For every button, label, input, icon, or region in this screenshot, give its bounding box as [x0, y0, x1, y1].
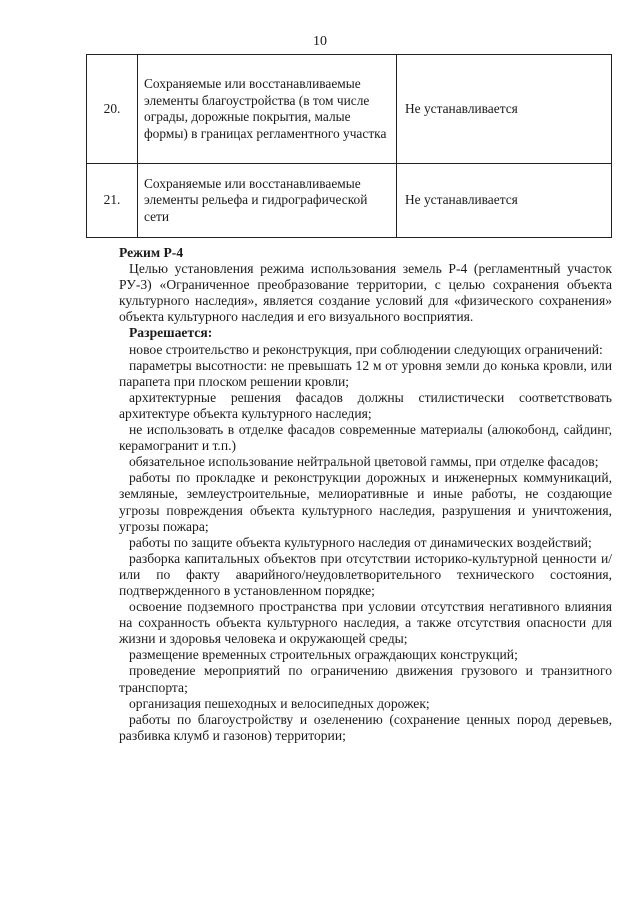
allowed-label: Разрешается:	[129, 325, 213, 341]
list-item: обязательное использование нейтральной цветовой гаммы, при отделке фасадов;	[129, 454, 599, 470]
row-value: Не устанавливается	[397, 55, 612, 164]
table-row	[87, 55, 612, 164]
regime-heading: Режим Р-4	[119, 245, 184, 260]
table-row	[87, 164, 612, 238]
list-item: проведение мероприятий по ограничению движения грузового и транзитного транспорта;	[119, 663, 612, 695]
page-number: 10	[313, 34, 327, 49]
row-element: Сохраняемые или восстанавливаемые элементы рельефа и гидрографической сети	[138, 164, 397, 238]
list-item: архитектурные решения фасадов должны стилистически соответствовать архитектуре объекта культурного наследия;	[119, 389, 612, 421]
regulation-table	[86, 54, 612, 238]
regime-intro: Целью установления режима использования земель Р-4 (регламентный участок РУ-3) «Ограниченное преобразование территории, с целью сохранения объекта культурного наследия», является создание условий для «физического сохранения» объекта культурного наследия и его визуального восприятия.	[119, 261, 612, 325]
list-item: организация пешеходных и велосипедных дорожек;	[129, 695, 430, 711]
list-item: размещение временных строительных ограждающих конструкций;	[129, 647, 518, 663]
regime-section	[119, 245, 612, 744]
list-item: разборка капитальных объектов при отсутствии историко-культурной ценности и/или по факту аварийного/неудовлетворительного технического состояния, подтвержденного в установленном порядке;	[119, 550, 612, 598]
row-number: 20.	[87, 55, 138, 164]
row-element: Сохраняемые или восстанавливаемые элементы благоустройства (в том числе ограды, дорожные покрытия, малые формы) в границах регламентного участка	[138, 55, 397, 164]
list-item: работы по защите объекта культурного наследия от динамических воздействий;	[129, 534, 592, 550]
row-value: Не устанавливается	[397, 164, 612, 238]
list-item: параметры высотности: не превышать 12 м от уровня земли до конька кровли, или парапета при плоском решении кровли;	[119, 357, 612, 389]
list-item: новое строительство и реконструкция, при соблюдении следующих ограничений:	[129, 341, 603, 357]
list-item: работы по прокладке и реконструкции дорожных и инженерных коммуникаций, земляные, землеустроительные, мелиоративные и иные работы, не создающие угрозы повреждения объекта культурного наследия, разрушения и уничтожения, угрозы пожара;	[119, 470, 612, 534]
list-item: работы по благоустройству и озеленению (сохранение ценных пород деревьев, разбивка клумб и газонов) территории;	[119, 711, 612, 743]
list-item: освоение подземного пространства при условии отсутствия негативного влияния на сохранность объекта культурного наследия, а также отсутствия опасности для жизни и здоровья человека и окружающей среды;	[119, 599, 612, 647]
list-item: не использовать в отделке фасадов современные материалы (алюкобонд, сайдинг, керамогранит и т.п.)	[119, 422, 612, 454]
row-number: 21.	[87, 164, 138, 238]
